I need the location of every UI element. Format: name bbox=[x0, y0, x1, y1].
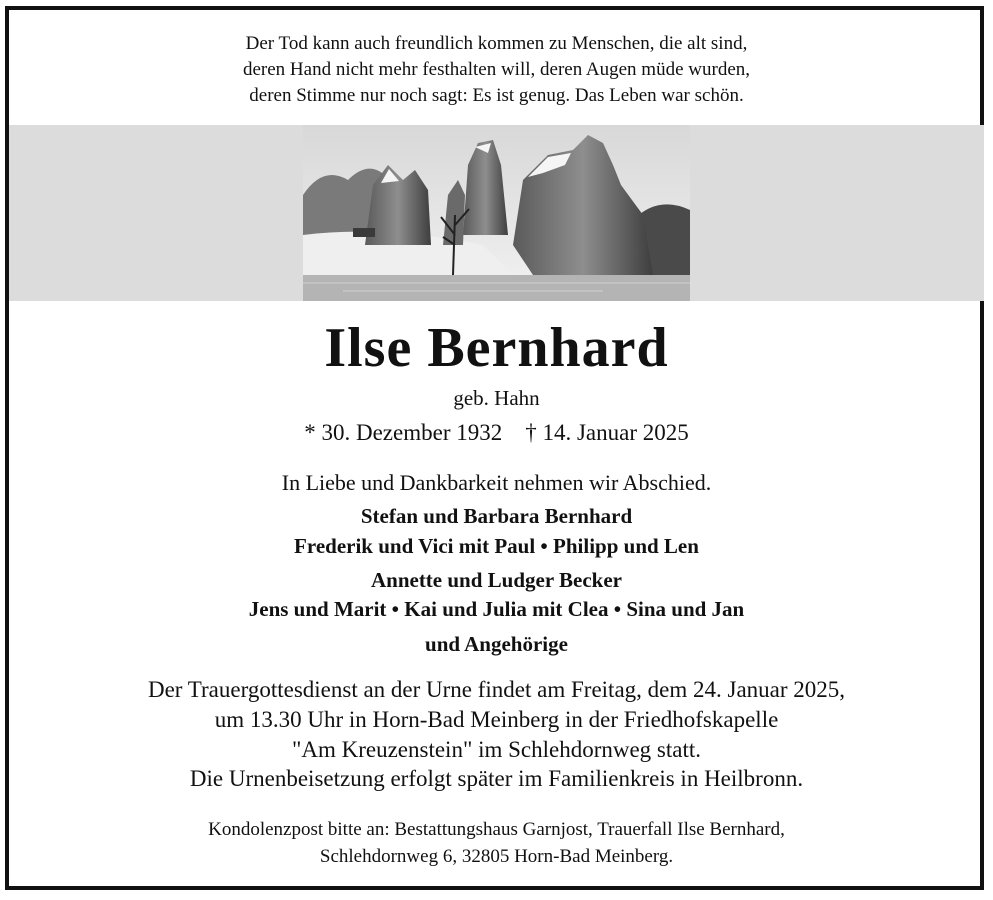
life-dates: * 30. Dezember 1932 † 14. Januar 2025 bbox=[304, 420, 689, 445]
landscape-photo bbox=[303, 125, 690, 301]
deceased-name: Ilse Bernhard bbox=[324, 317, 669, 379]
family-line-1: Stefan und Barbara Bernhard bbox=[360, 504, 633, 528]
motto-line-1: Der Tod kann auch freundlich kommen zu Menschen, die alt sind, bbox=[245, 33, 748, 54]
service-line-1: Der Trauergottesdienst an der Urne findet am Freitag, dem 24. Januar 2025, bbox=[147, 677, 846, 702]
motto-line-3: deren Stimme nur noch sagt: Es ist genug. Das Leben war schön. bbox=[249, 85, 744, 106]
family-line-4: Jens und Marit • Kai und Julia mit Clea • Sina und Jan bbox=[248, 597, 745, 621]
service-line-2: um 13.30 Uhr in Horn-Bad Meinberg in der Friedhofskapelle bbox=[214, 707, 779, 732]
service-line-3: "Am Kreuzenstein" im Schlehdornweg statt. bbox=[291, 737, 702, 762]
condolence-line-2: Schlehdornweg 6, 32805 Horn-Bad Meinberg. bbox=[319, 846, 674, 867]
family-line-2: Frederik und Vici mit Paul • Philipp und Len bbox=[294, 534, 699, 558]
motto-line-2: deren Hand nicht mehr festhalten will, deren Augen müde wurden, bbox=[242, 59, 751, 80]
family-line-3: Annette und Ludger Becker bbox=[370, 568, 623, 592]
service-line-4: Die Urnenbeisetzung erfolgt später im Familienkreis in Heilbronn. bbox=[189, 766, 804, 791]
rock-formation-illustration bbox=[303, 125, 690, 301]
family-line-5: und Angehörige bbox=[425, 632, 568, 656]
farewell-line: In Liebe und Dankbarkeit nehmen wir Abschied. bbox=[281, 470, 712, 495]
condolence-line-1: Kondolenzpost bitte an: Bestattungshaus Garnjost, Trauerfall Ilse Bernhard, bbox=[208, 819, 785, 840]
maiden-name: geb. Hahn bbox=[453, 386, 540, 410]
